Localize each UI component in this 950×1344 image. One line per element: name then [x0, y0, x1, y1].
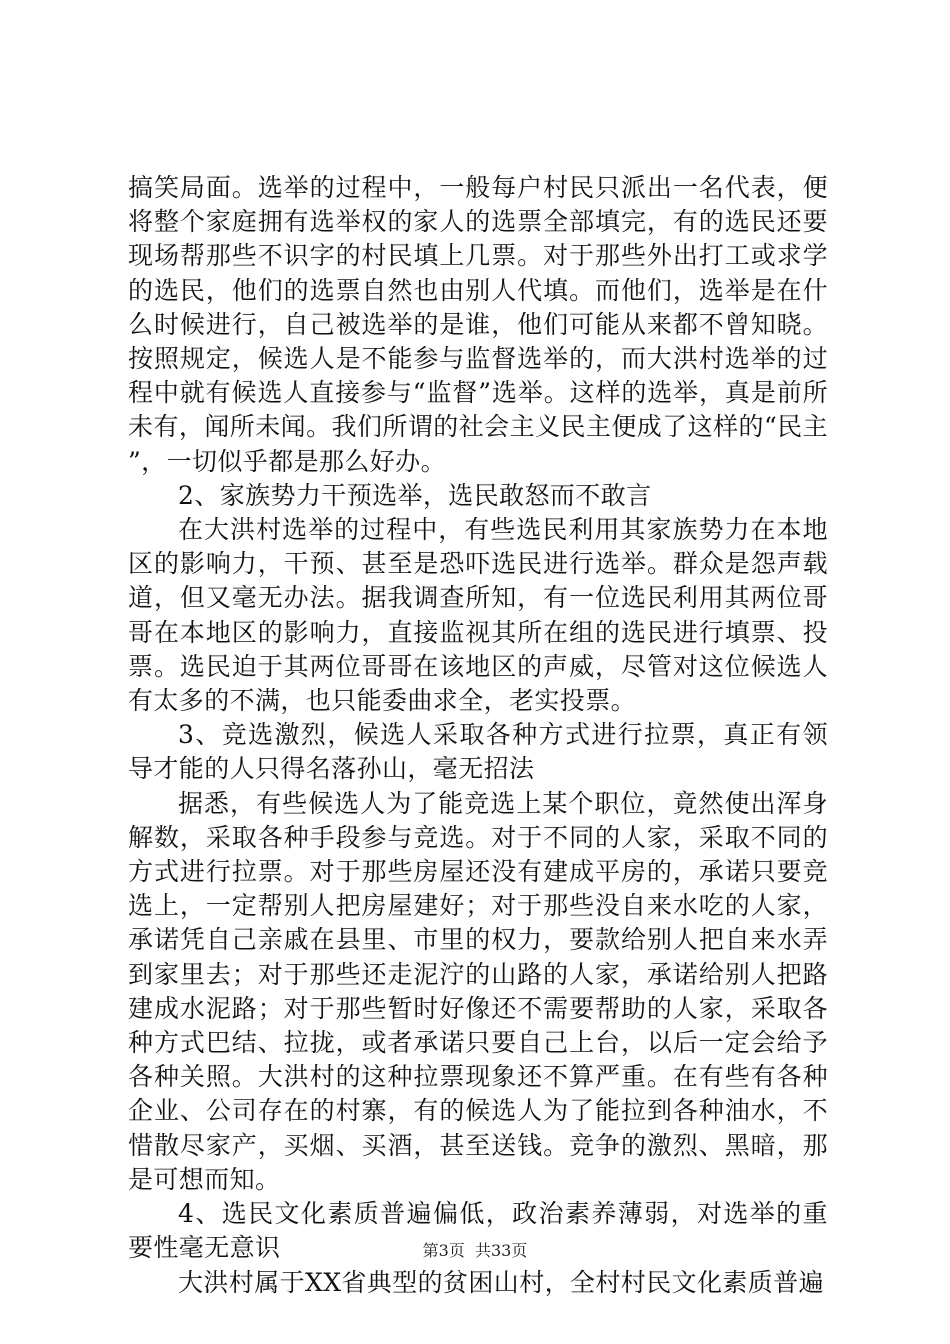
page-number: 3 — [438, 1241, 449, 1260]
section-heading-4: 4、选民文化素质普遍偏低，政治素养薄弱，对选举的重要性毫无意识 — [128, 1199, 828, 1263]
page-prefix: 第 — [422, 1241, 439, 1260]
paragraph-continuation: 搞笑局面。选举的过程中，一般每户村民只派出一名代表，便将整个家庭拥有选举权的家人的选票全部填完，有的选民还要现场帮那些不识字的村民填上几票。对于那些外出打工或求学的选民，他们的选票自然也由别人代填。而他们，选举是在什么时候进行，自己被选举的是谁，他们可能从来都不曾知晓。按照规定，候选人是不能参与监督选举的，而大洪村选举的过程中就有候选人直接参与“监督”选举。这样的选举，真是前所未有，闻所未闻。我们所谓的社会主义民主便成了这样的“民主”，一切似乎都是那么好办。 — [128, 173, 828, 476]
paragraph-family-influence: 在大洪村选举的过程中，有些选民利用其家族势力在本地区的影响力，干预、甚至是恐吓选民进行选举。群众是怨声载道，但又毫无办法。据我调查所知，有一位选民利用其两位哥哥在本地区的影响力，直接监视其所在组的选民进行填票、投票。选民迫于其两位哥哥在该地区的声威，尽管对这位候选人有太多的不满，也只能委曲求全，老实投票。 — [128, 515, 828, 716]
paragraph-vote-canvassing: 据悉，有些候选人为了能竞选上某个职位，竟然使出浑身解数，采取各种手段参与竞选。对于不同的人家，采取不同的方式进行拉票。对于那些房屋还没有建成平房的，承诺只要竞选上，一定帮别人把房屋建好；对于那些没自来水吃的人家，承诺凭自己亲戚在县里、市里的权力，要款给别人把自来水弄到家里去；对于那些还走泥泞的山路的人家，承诺给别人把路建成水泥路；对于那些暂时好像还不需要帮助的人家，采取各种方式巴结、拉拢，或者承诺只要自己上台，以后一定会给予各种关照。大洪村的这种拉票现象还不算严重。在有些有各种企业、公司存在的村寨，有的候选人为了能拉到各种油水，不惜散尽家产，买烟、买酒，甚至送钱。竞争的激烈、黑暗，那是可想而知。 — [128, 788, 828, 1194]
page-mid: 页 共 — [448, 1241, 491, 1260]
page-footer — [0, 1241, 950, 1261]
page-suffix: 页 — [511, 1241, 528, 1260]
page-total: 33 — [491, 1241, 512, 1260]
section-heading-2: 2、家族势力干预选举，选民敢怒而不敢言 — [178, 480, 652, 510]
paragraph-voter-education: 大洪村属于XX省典型的贫困山村，全村村民文化素质普遍 — [178, 1267, 824, 1297]
document-body — [128, 171, 828, 1300]
section-heading-3: 3、竞选激烈，候选人采取各种方式进行拉票，真正有领导才能的人只得名落孙山，毫无招法 — [128, 720, 828, 784]
